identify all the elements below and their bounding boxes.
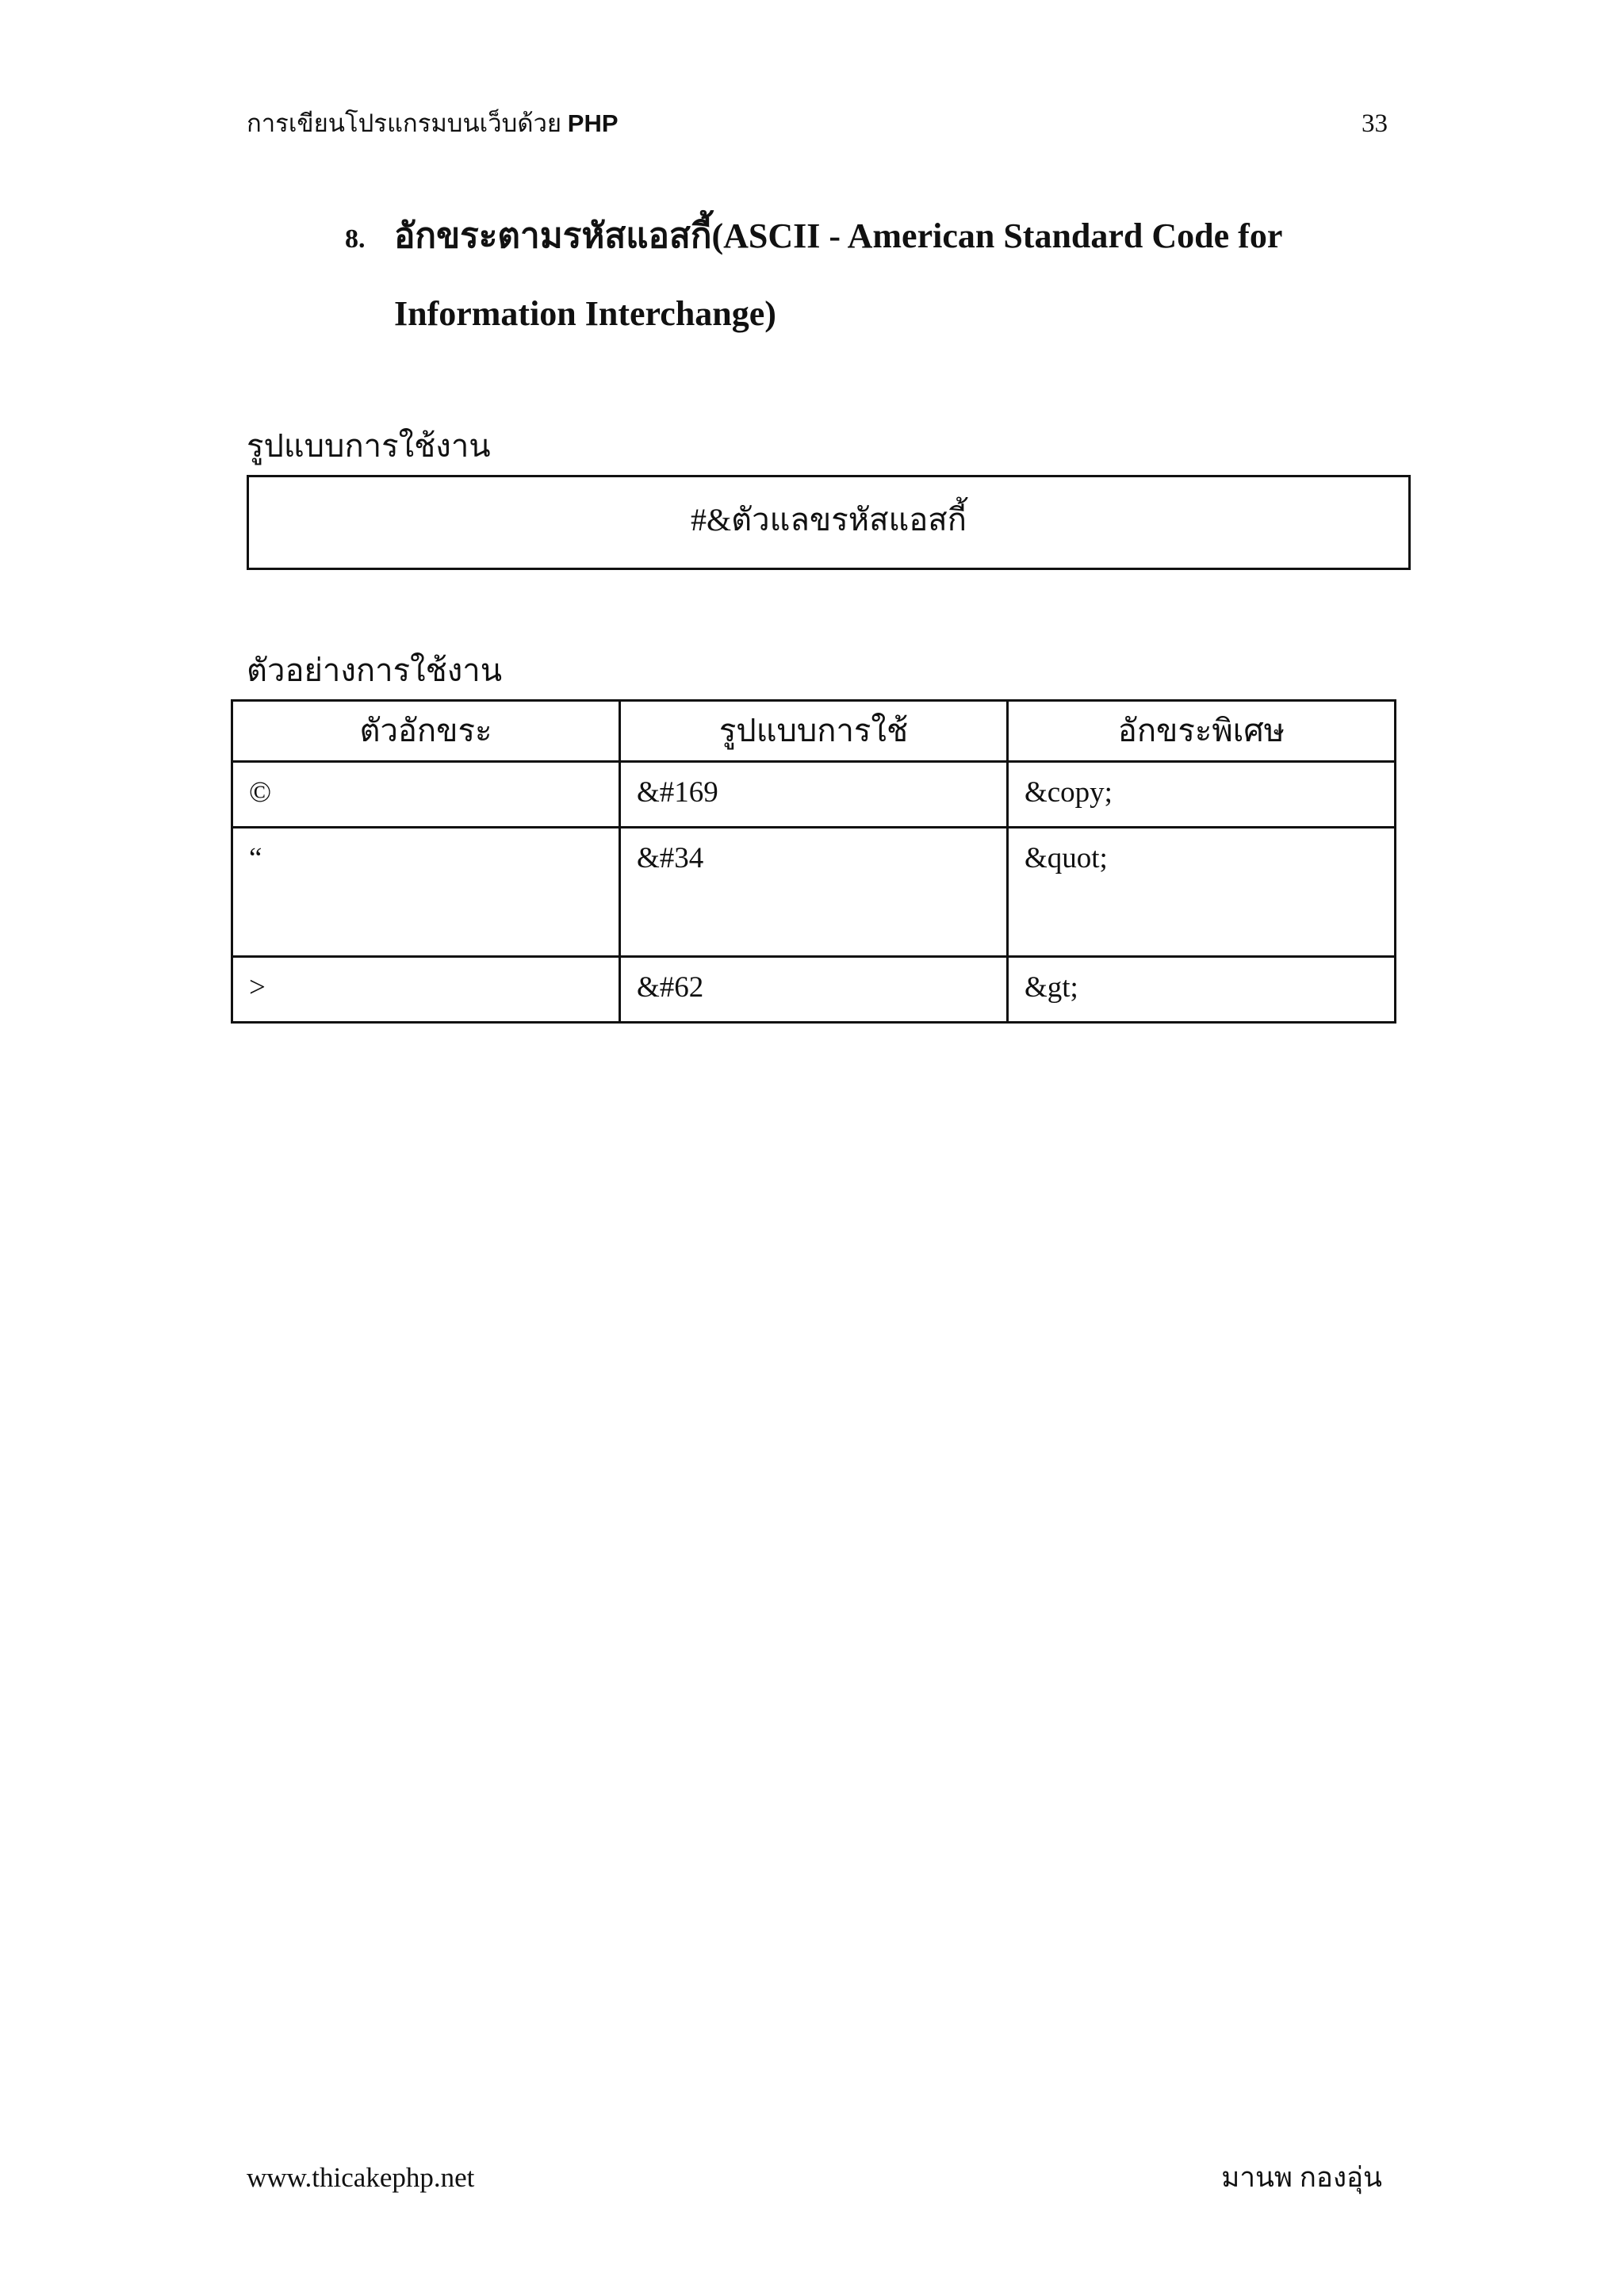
table-row [232, 828, 1396, 957]
footer-website: www.thicakephp.net [247, 2162, 475, 2193]
column-header-usage-format: รูปแบบการใช้ [619, 701, 1007, 762]
syntax-box [247, 475, 1411, 570]
example-label: ตัวอย่างการใช้งาน [247, 652, 503, 688]
table-header-row [232, 701, 1396, 762]
section-heading [345, 212, 1282, 263]
table-cell-usage-format: &#34 [619, 828, 1007, 957]
section-title-line1: อักขระตามรหัสแอสกี้(ASCII - American Standard Code for [394, 216, 1283, 255]
section-title-line2: Information Interchange) [394, 294, 776, 333]
running-header [247, 105, 619, 143]
syntax-value: #&ตัวแลขรหัสแอสกี้ [691, 502, 967, 538]
table-cell-special-entity: &copy; [1007, 762, 1395, 828]
table-cell-character: © [232, 762, 620, 828]
table-cell-character: “ [232, 828, 620, 957]
column-header-character: ตัวอักขระ [232, 701, 620, 762]
page-number: 33 [1362, 109, 1388, 138]
table-cell-special-entity: &gt; [1007, 957, 1395, 1023]
section-number: 8. [345, 224, 366, 254]
footer-author: มานพ กองอุ่น [1221, 2162, 1382, 2193]
table-cell-character: > [232, 957, 620, 1023]
example-table [231, 699, 1396, 1024]
table-cell-special-entity: &quot; [1007, 828, 1395, 957]
book-brand: PHP [567, 109, 619, 137]
table-row [232, 762, 1396, 828]
table-row [232, 957, 1396, 1023]
table-cell-usage-format: &#169 [619, 762, 1007, 828]
syntax-label: รูปแบบการใช้งาน [247, 428, 491, 464]
column-header-special-entity: อักขระพิเศษ [1007, 701, 1395, 762]
table-cell-usage-format: &#62 [619, 957, 1007, 1023]
book-title: การเขียนโปรแกรมบนเว็บด้วย [247, 109, 562, 137]
